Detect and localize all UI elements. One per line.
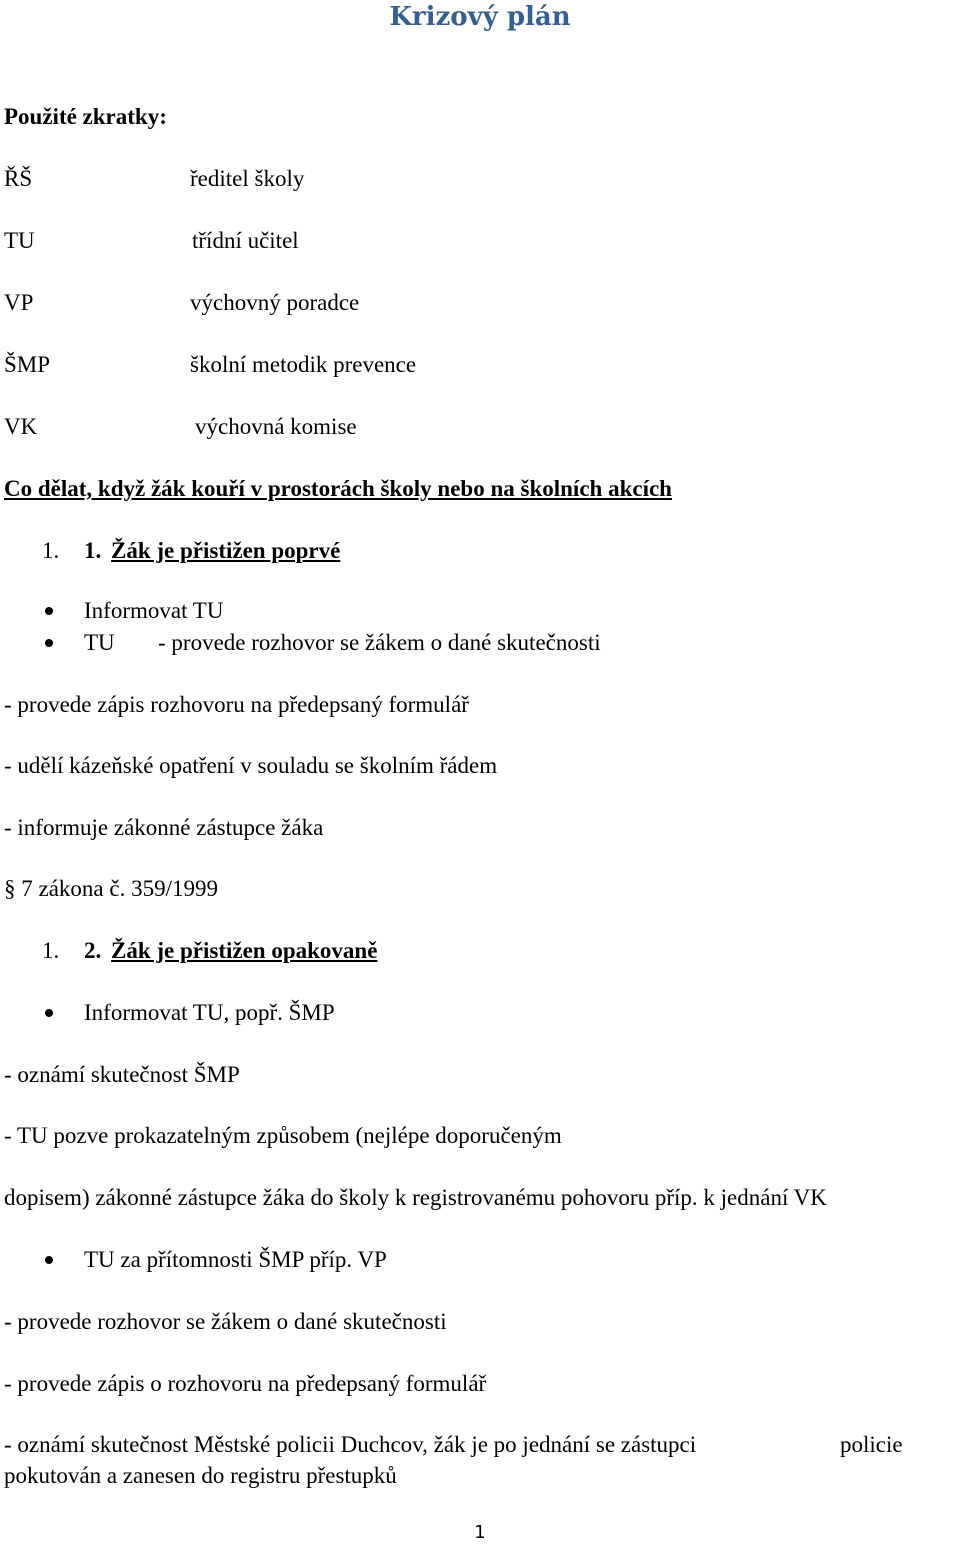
paragraph-line: - informuje zákonné zástupce žáka	[4, 815, 324, 840]
list-item-abbr: TU	[84, 630, 115, 655]
abbr-code: VP	[4, 290, 34, 315]
case1-heading: Žák je přistižen poprvé	[111, 538, 341, 563]
list-item: Informovat TU	[84, 598, 224, 623]
list-number-outer: 1.	[42, 538, 60, 563]
law-reference: § 7 zákona č. 359/1999	[4, 876, 218, 901]
paragraph-line: - provede zápis o rozhovoru na předepsaný formulář	[4, 1371, 487, 1396]
abbr-meaning: výchovná komise	[195, 414, 357, 439]
paragraph-line: policie	[840, 1432, 903, 1457]
abbr-meaning: třídní učitel	[192, 228, 299, 253]
abbr-code: TU	[4, 228, 35, 253]
document-title: Krizový plán	[389, 2, 571, 32]
page-number: 1	[474, 1522, 486, 1543]
paragraph-line: - TU pozve prokazatelným způsobem (nejlépe doporučeným	[4, 1123, 562, 1148]
paragraph-line: - oznámí skutečnost ŠMP	[4, 1062, 240, 1087]
paragraph-line: - oznámí skutečnost Městské policii Duchcov, žák je po jednání se zástupci	[4, 1432, 697, 1457]
paragraph-line: - provede rozhovor se žákem o dané skutečnosti	[4, 1309, 447, 1334]
case2-heading: Žák je přistižen opakovaně	[111, 938, 378, 963]
abbreviations-heading: Použité zkratky:	[4, 104, 167, 129]
abbr-meaning: ředitel školy	[190, 166, 305, 191]
list-number: 2.	[84, 938, 102, 963]
bullet-icon	[45, 607, 53, 615]
list-item-text: - provede rozhovor se žákem o dané skutečnosti	[158, 630, 601, 655]
bullet-icon	[45, 1256, 53, 1264]
abbr-code: ŠMP	[4, 352, 51, 377]
abbr-meaning: výchovný poradce	[190, 290, 360, 315]
paragraph-line: dopisem) zákonné zástupce žáka do školy k registrovanému pohovoru příp. k jednání VK	[4, 1185, 827, 1210]
paragraph-line: - udělí kázeňské opatření v souladu se školním řádem	[4, 753, 498, 778]
section-heading: Co dělat, když žák kouří v prostorách školy nebo na školních akcích	[4, 476, 672, 501]
paragraph-line: pokutován a zanesen do registru přestupků	[4, 1463, 397, 1488]
list-number: 1.	[84, 538, 102, 563]
abbr-code: VK	[4, 414, 38, 439]
list-item: Informovat TU, popř. ŠMP	[84, 1000, 335, 1025]
abbr-meaning: školní metodik prevence	[190, 352, 417, 377]
paragraph-line: - provede zápis rozhovoru na předepsaný formulář	[4, 692, 469, 717]
list-item: TU za přítomnosti ŠMP příp. VP	[84, 1247, 387, 1272]
bullet-icon	[45, 1009, 53, 1017]
bullet-icon	[45, 639, 53, 647]
list-number-outer: 1.	[42, 938, 60, 963]
abbr-code: ŘŠ	[4, 166, 33, 191]
